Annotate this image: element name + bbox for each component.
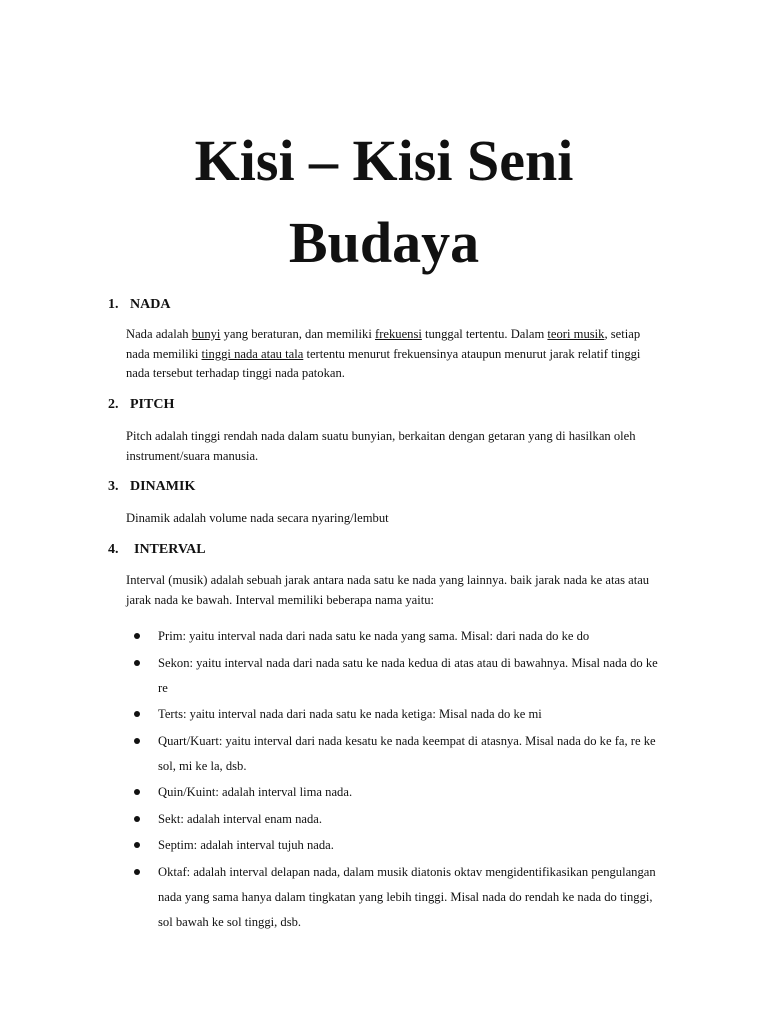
- list-item: [126, 833, 666, 858]
- bullet-icon: [134, 789, 140, 795]
- list-item: [126, 651, 666, 701]
- list-item: [126, 624, 666, 649]
- list-item-text: Septim: adalah interval tujuh nada.: [158, 838, 334, 852]
- list-item: [126, 702, 666, 727]
- link-bunyi[interactable]: bunyi: [191, 327, 221, 341]
- bullet-icon: [134, 816, 140, 822]
- section-paragraph-nada: [126, 325, 662, 384]
- list-item-text: Terts: yaitu interval nada dari nada satu ke nada ketiga: Misal nada do ke mi: [158, 707, 542, 721]
- link-teori-musik[interactable]: teori musik: [547, 327, 605, 341]
- section-paragraph-dinamik: Dinamik adalah volume nada secara nyaring/lembut: [126, 511, 389, 525]
- section-paragraph-pitch: Pitch adalah tinggi rendah nada dalam suatu bunyian, berkaitan dengan getaran yang di hasilkan oleh instrument/suara manusia.: [126, 429, 636, 463]
- paragraph-text: tunggal tertentu. Dalam: [421, 327, 548, 341]
- section-number: 1.: [108, 297, 119, 312]
- section-heading-interval: [108, 541, 206, 559]
- bullet-icon: [134, 711, 140, 717]
- list-item-text: Prim: yaitu interval nada dari nada satu ke nada yang sama. Misal: dari nada do ke do: [158, 629, 590, 643]
- title-line-1: Kisi – Kisi Seni: [194, 128, 574, 193]
- section-heading-pitch: [108, 396, 174, 414]
- list-item: [126, 780, 666, 805]
- bullet-icon: [134, 660, 140, 666]
- section-heading-label: PITCH: [130, 397, 175, 412]
- list-item-text: Quin/Kuint: adalah interval lima nada.: [158, 785, 353, 799]
- link-frekuensi[interactable]: frekuensi: [375, 327, 422, 341]
- bullet-icon: [134, 869, 140, 875]
- section-heading-label: DINAMIK: [130, 479, 196, 494]
- bullet-icon: [134, 633, 140, 639]
- interval-list: [126, 624, 666, 936]
- section-number: 2.: [108, 397, 119, 412]
- link-tinggi-nada[interactable]: tinggi nada atau tala: [201, 346, 304, 361]
- paragraph-text: Nada adalah: [126, 327, 192, 341]
- bullet-icon: [134, 738, 140, 744]
- list-item-text: Oktaf: adalah interval delapan nada, dalam musik diatonis oktav mengidentifikasikan pengulangan nada yang sama hanya dalam tingkatan yang lebih tinggi. Misal nada do rendah ke nada do tinggi, sol bawah ke sol tinggi, dsb.: [158, 864, 656, 929]
- paragraph-text: , setiap nada memiliki: [126, 327, 641, 361]
- section-heading-label: INTERVAL: [134, 542, 206, 557]
- document-title: [0, 120, 768, 284]
- section-heading-label: NADA: [130, 297, 171, 312]
- list-item-text: Sekt: adalah interval enam nada.: [158, 811, 323, 826]
- list-item: [126, 729, 666, 779]
- section-number: 3.: [108, 479, 119, 494]
- list-item-text: Quart/Kuart: yaitu interval dari nada kesatu ke nada keempat di atasnya. Misal nada do ke fa, re ke sol, mi ke la, dsb.: [158, 733, 656, 773]
- bullet-icon: [134, 842, 140, 848]
- paragraph-text: yang beraturan, dan memiliki: [220, 327, 375, 341]
- title-line-2: Budaya: [288, 210, 480, 275]
- section-heading-dinamik: [108, 478, 195, 496]
- list-item: [126, 807, 666, 832]
- list-item: [126, 860, 666, 935]
- section-heading-nada: [108, 296, 170, 314]
- section-number: 4.: [108, 542, 119, 557]
- section-paragraph-interval: Interval (musik) adalah sebuah jarak antara nada satu ke nada yang lainnya. baik jarak nada ke atas atau jarak nada ke bawah. Interval memiliki beberapa nama yaitu:: [126, 573, 650, 607]
- paragraph-text: tertentu menurut frekuensinya ataupun menurut jarak relatif tinggi nada tersebut terhadap tinggi nada patokan.: [126, 346, 641, 380]
- list-item-text: Sekon: yaitu interval nada dari nada satu ke nada kedua di atas atau di bawahnya. Misal nada do ke re: [158, 655, 658, 695]
